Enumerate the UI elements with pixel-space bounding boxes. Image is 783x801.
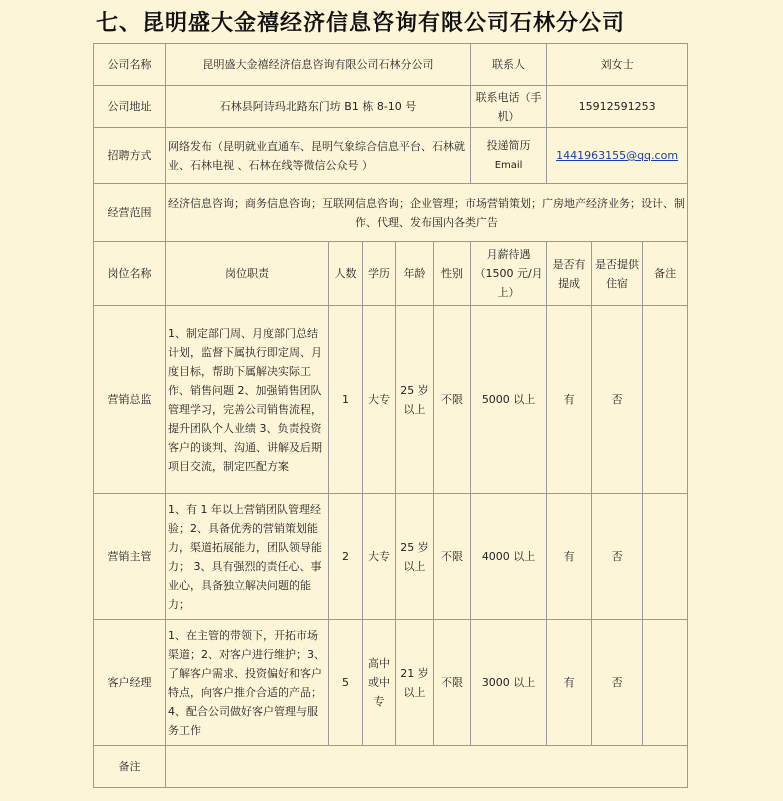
job-note [643,620,688,746]
job-age: 25 岁以上 [396,494,434,620]
job-lodging: 否 [592,620,643,746]
remark-label: 备注 [94,746,166,788]
job-count: 2 [329,494,363,620]
business-scope: 经济信息咨询；商务信息咨询；互联网信息咨询；企业管理；市场营销策划；广房地产经济业务；设计、制作、代理、发布国内各类广告 [166,184,688,242]
scope-label: 经营范围 [94,184,166,242]
job-gender: 不限 [434,306,471,494]
job-position: 营销主管 [94,494,166,620]
job-commission: 有 [547,494,592,620]
job-note [643,494,688,620]
recruitment-table [93,43,688,788]
job-commission: 有 [547,620,592,746]
job-education: 大专 [363,494,396,620]
job-salary: 5000 以上 [471,306,547,494]
job-age: 25 岁以上 [396,306,434,494]
phone-number: 15912591253 [547,86,688,128]
contact-name: 刘女士 [547,44,688,86]
job-lodging: 否 [592,306,643,494]
company-name: 昆明盛大金禧经济信息咨询有限公司石林分公司 [166,44,471,86]
header-salary: 月薪待遇（1500 元/月上） [471,242,547,306]
job-position: 客户经理 [94,620,166,746]
header-note: 备注 [643,242,688,306]
job-position: 营销总监 [94,306,166,494]
remark-row [94,746,688,788]
recruit-method-row [94,128,688,184]
job-salary: 4000 以上 [471,494,547,620]
job-count: 1 [329,306,363,494]
header-commission: 是否有提成 [547,242,592,306]
business-scope-row [94,184,688,242]
page-title: 七、昆明盛大金禧经济信息咨询有限公司石林分公司 [96,11,626,36]
resume-sublabel: Email [494,160,523,171]
job-duty: 1、在主管的带领下，开拓市场渠道；2、对客户进行维护；3、了解客户需求、投资偏好和客户特点，向客户推介合适的产品；4、配合公司做好客户管理与服务工作 [166,620,329,746]
job-gender: 不限 [434,620,471,746]
job-duty: 1、制定部门周、月度部门总结计划，监督下属执行即定周、月度目标，帮助下属解决实际工作、销售问题 2、加强销售团队管理学习，完善公司销售流程，提升团队个人业绩 3、负责投资客户的谈判、沟通、讲解及后期项目交流，制定匹配方案 [166,306,329,494]
job-age: 21 岁以上 [396,620,434,746]
resume-label-cell [471,128,547,184]
table-row [94,306,688,494]
company-name-row [94,44,688,86]
header-lodging: 是否提供住宿 [592,242,643,306]
address-label: 公司地址 [94,86,166,128]
job-note [643,306,688,494]
job-gender: 不限 [434,494,471,620]
job-salary: 3000 以上 [471,620,547,746]
remark-value [166,746,688,788]
recruit-method: 网络发布（昆明就业直通车、昆明气象综合信息平台、石林就业、石林电视 、石林在线等微信公众号 ） [166,128,471,184]
phone-label: 联系电话（手机） [471,86,547,128]
recruit-label: 招聘方式 [94,128,166,184]
job-count: 5 [329,620,363,746]
table-row [94,494,688,620]
job-lodging: 否 [592,494,643,620]
header-gender: 性别 [434,242,471,306]
header-count: 人数 [329,242,363,306]
job-commission: 有 [547,306,592,494]
job-education: 大专 [363,306,396,494]
email-link[interactable]: 1441963155@qq.com [556,149,679,162]
header-age: 年龄 [396,242,434,306]
table-row [94,620,688,746]
company-address: 石林县阿诗玛北路东门坊 B1 栋 8-10 号 [166,86,471,128]
header-duty: 岗位职责 [166,242,329,306]
header-education: 学历 [363,242,396,306]
email-cell [547,128,688,184]
contact-label: 联系人 [471,44,547,86]
job-education: 高中或中专 [363,620,396,746]
job-duty: 1、有 1 年以上营销团队管理经验；2、具备优秀的营销策划能力，渠道拓展能力，团队领导能力； 3、具有强烈的责任心、事业心，具备独立解决问题的能力； [166,494,329,620]
company-name-label: 公司名称 [94,44,166,86]
resume-label: 投递简历 [486,139,531,152]
header-position: 岗位名称 [94,242,166,306]
job-header-row [94,242,688,306]
company-address-row [94,86,688,128]
